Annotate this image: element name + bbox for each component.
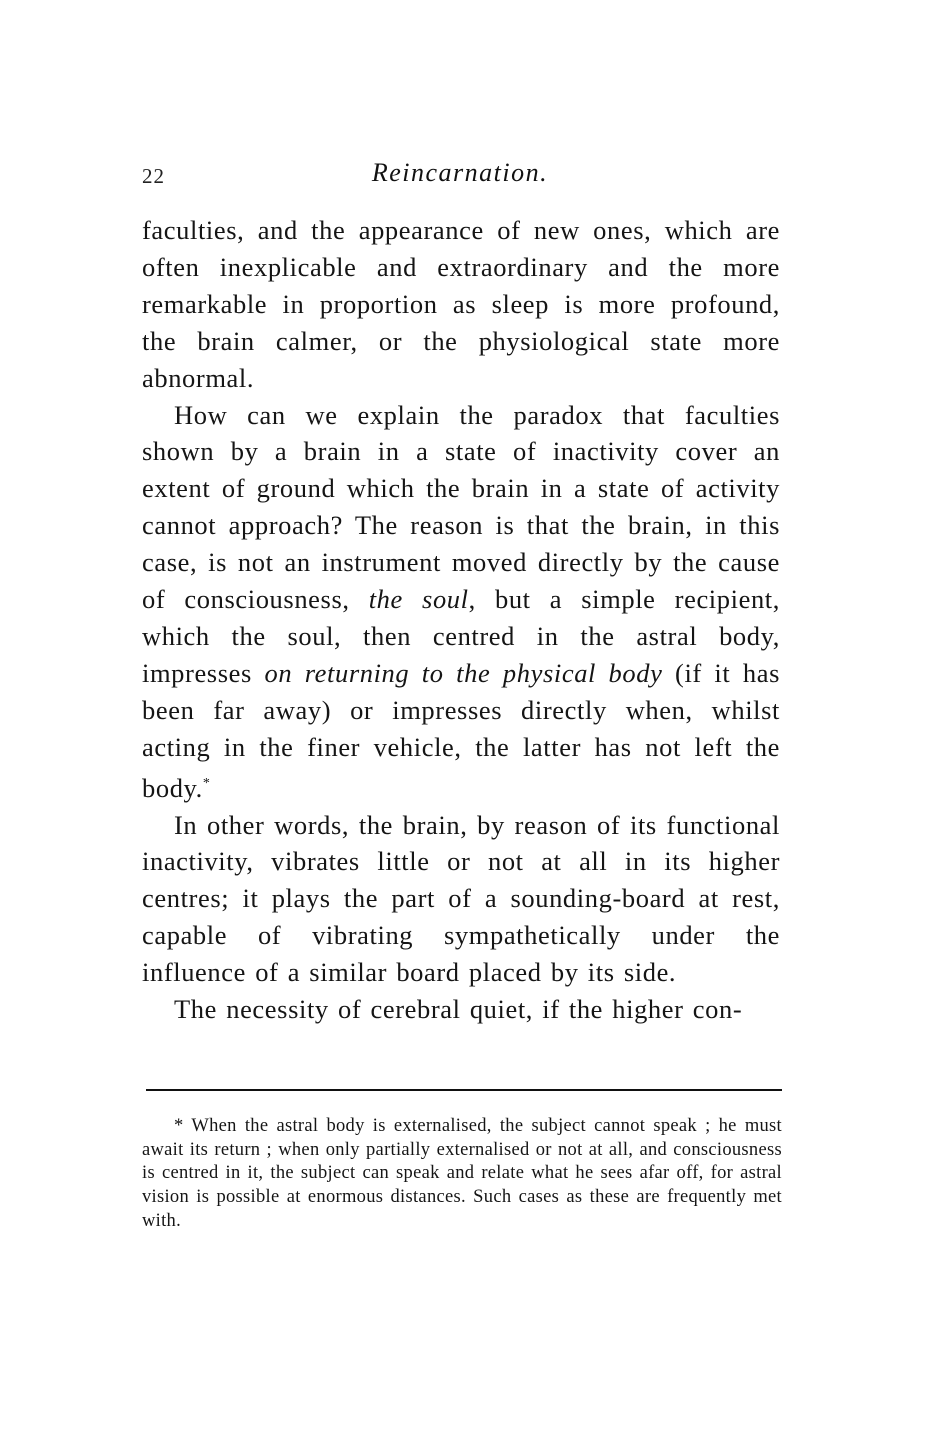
paragraph-2 bbox=[142, 397, 780, 807]
paragraph-2-part-a: How can we explain the paradox that faculties shown by a brain in a state of inactivity cover an extent of ground which the brain in a state of activity cannot approach? The reason is that the brain, in this case, is not an instrument moved directly by the cause of consciousness, bbox=[142, 399, 780, 615]
footnote bbox=[142, 1115, 782, 1234]
footnote-marker[interactable]: * bbox=[202, 775, 211, 791]
emphasis-the-soul: the soul bbox=[368, 584, 469, 615]
running-head bbox=[142, 158, 778, 192]
paragraph-2-part-b: , but a simple recipient, which the soul, then centred in the astral body, impresses bbox=[142, 584, 780, 688]
page-number: 22 bbox=[142, 164, 165, 188]
emphasis-on-returning: on returning to the physical body bbox=[264, 657, 663, 688]
footnote-text: * When the astral body is externalised, the subject cannot speak ; he must await its return ; when only partially externalised or not at all, and consciousness is centred in it, the subject can speak and relate what he sees afar off, for astral vision is possible at enormous distances. Such cases as these are frequently met with. bbox=[142, 1116, 782, 1231]
body-text bbox=[142, 212, 780, 1028]
paragraph-2-part-c: (if it has been far away) or impresses directly when, whilst acting in the finer vehicle, the latter has not left the body. bbox=[142, 657, 780, 803]
footnote-divider bbox=[146, 1089, 782, 1091]
paragraph-3: In other words, the brain, by reason of its functional inactivity, vibrates little or not at all in its higher centres; it plays the part of a sounding-board at rest, capable of vibrating sympathetically under the influence of a similar board placed by its side. bbox=[142, 809, 780, 988]
running-title: Reincarnation. bbox=[371, 158, 549, 187]
paragraph-4: The necessity of cerebral quiet, if the higher con- bbox=[174, 994, 743, 1025]
paragraph-1: faculties, and the appearance of new ones, which are often inexplicable and extraordinary and the more remarkable in proportion as sleep is more profound, the brain calmer, or the physiological state more abnormal. bbox=[142, 215, 780, 393]
